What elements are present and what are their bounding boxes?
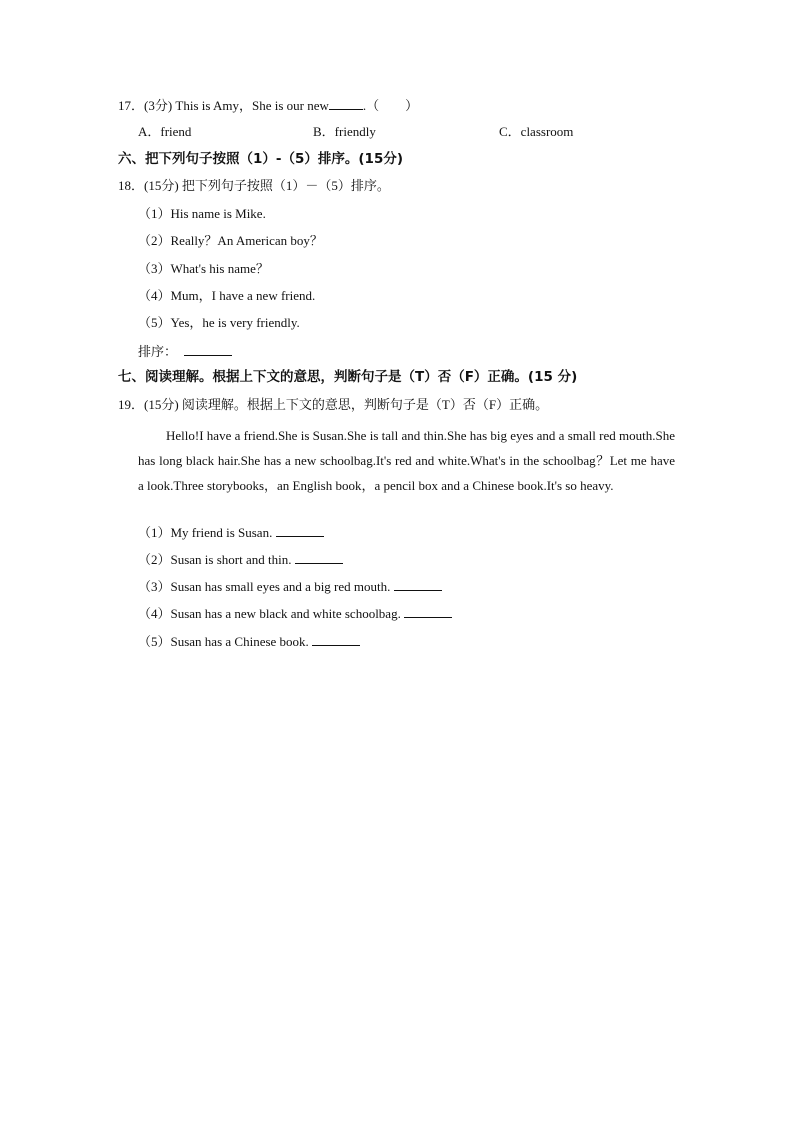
q19-item-5-blank[interactable]	[312, 633, 360, 646]
q19-item-1	[138, 524, 324, 541]
q18-answer	[138, 343, 232, 360]
q19-passage: Hello!I have a friend.She is Susan.She is tall and thin.She has big eyes and a small red mouth.She has long black hair.She has a new schoolbag.It's red and white.What's in the schoolbag？Let me have a look.Three storybooks，an English book，a pencil box and a Chinese book.It's so heavy.	[138, 428, 675, 493]
q17-stem	[118, 97, 418, 114]
q17-close: ）	[405, 98, 419, 113]
q19-item-5-text: （5）Susan has a Chinese book.	[138, 634, 309, 649]
q17-option-c[interactable]: C．classroom	[499, 124, 574, 139]
q19-item-4-blank[interactable]	[404, 605, 452, 618]
q19-stem: 19．(15分) 阅读理解。根据上下文的意思，判断句子是（T）否（F）正确。	[118, 397, 549, 412]
q18-item-2: （2）Really？An American boy？	[138, 233, 323, 248]
q18-item-5: （5）Yes，he is very friendly.	[138, 315, 300, 330]
q17-suffix: .（	[362, 98, 380, 113]
q18-answer-label: 排序：	[138, 344, 178, 359]
q18-item-1: （1）His name is Mike.	[138, 206, 266, 221]
q18-item-4: （4）Mum，I have a new friend.	[138, 288, 316, 303]
q17-option-b[interactable]: B．friendly	[313, 124, 376, 139]
section-7-title: 七、阅读理解。根据上下文的意思，判断句子是（T）否（F）正确。(15 分)	[118, 369, 578, 385]
q19-item-1-blank[interactable]	[276, 524, 324, 537]
q19-item-3	[138, 578, 442, 595]
q19-item-4-text: （4）Susan has a new black and white schoolbag.	[138, 606, 401, 621]
q19-item-4	[138, 605, 452, 622]
q19-item-3-text: （3）Susan has small eyes and a big red mouth.	[138, 579, 391, 594]
q19-item-5	[138, 633, 360, 650]
q18-stem: 18．(15分) 把下列句子按照（1）－（5）排序。	[118, 178, 390, 193]
q19-item-2-blank[interactable]	[295, 551, 343, 564]
q17-option-a[interactable]: A．friend	[138, 124, 192, 139]
q17-prefix: 17．(3分) This is Amy，She is our new	[118, 98, 329, 113]
q17-blank[interactable]	[329, 97, 363, 110]
q19-item-2	[138, 551, 343, 568]
q18-answer-blank[interactable]	[184, 343, 232, 356]
q18-item-3: （3）What's his name？	[138, 261, 269, 276]
section-6-title: 六、把下列句子按照（1）-（5）排序。(15分)	[118, 151, 404, 167]
q19-item-3-blank[interactable]	[394, 578, 442, 591]
q19-item-1-text: （1）My friend is Susan.	[138, 525, 273, 540]
q19-item-2-text: （2）Susan is short and thin.	[138, 552, 292, 567]
